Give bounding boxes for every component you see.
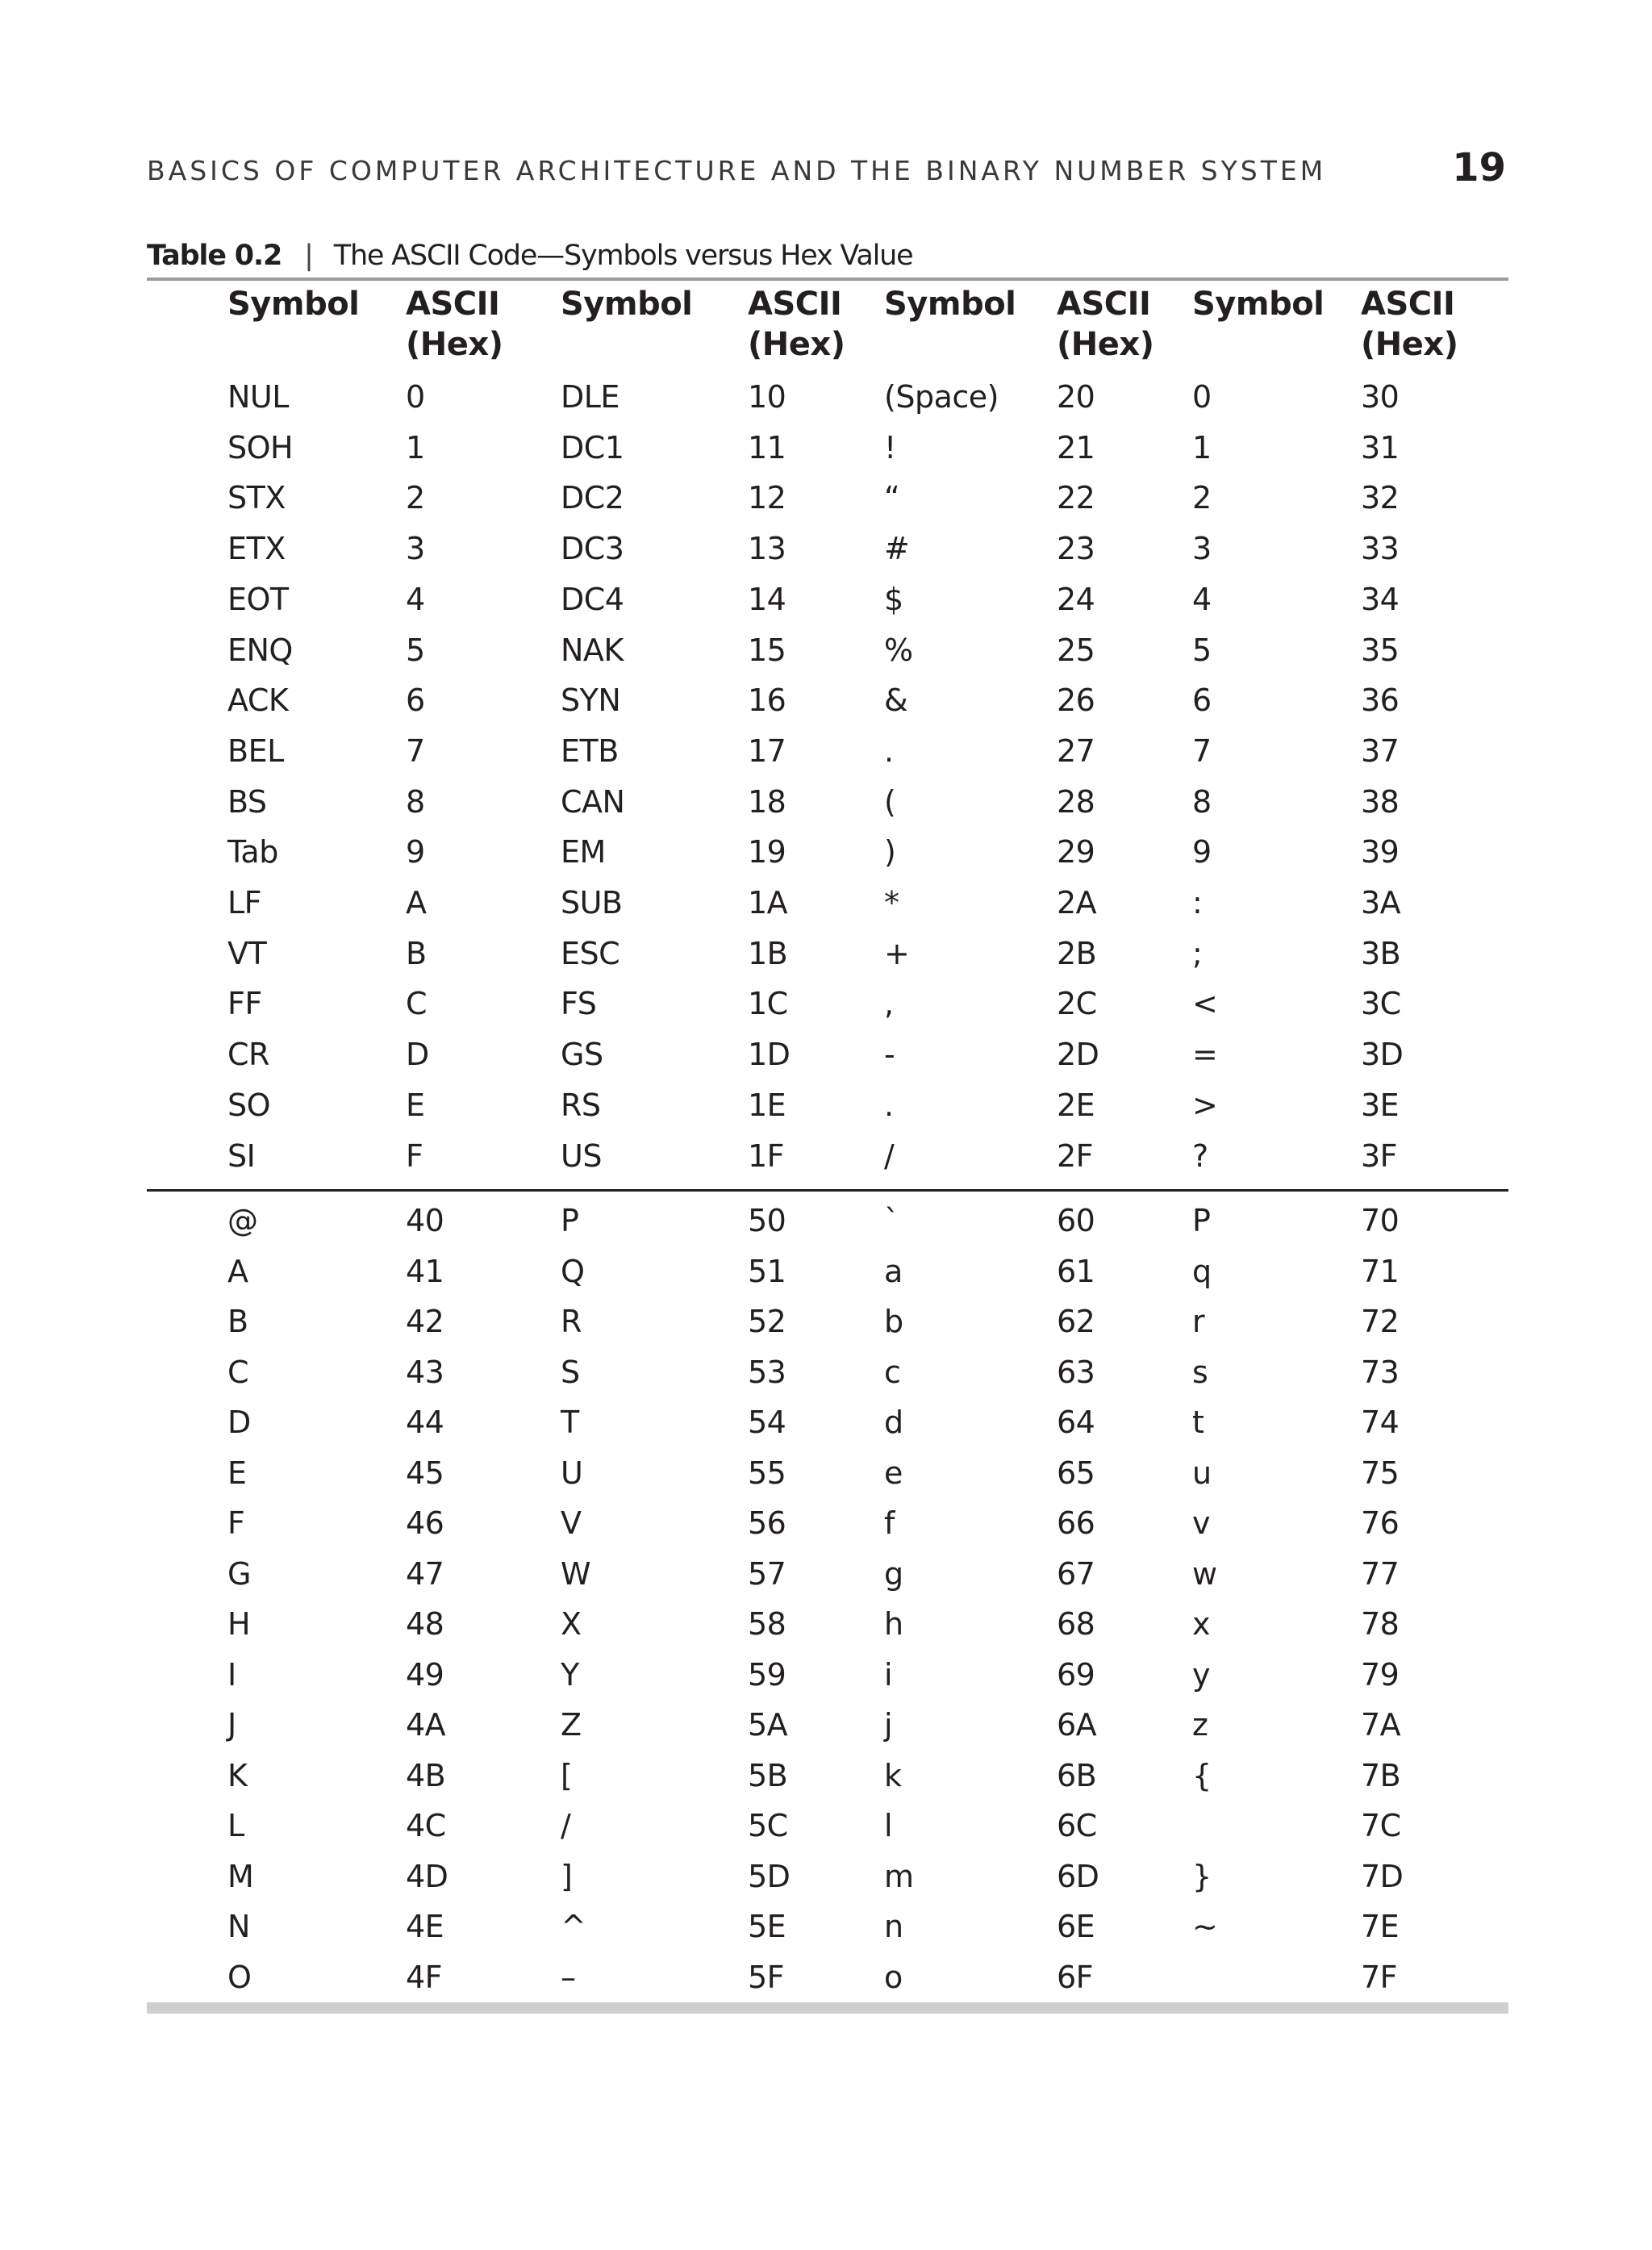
table-cell: 70 xyxy=(1361,1203,1400,1238)
table-cell: 29 xyxy=(1057,834,1095,870)
table-cell: 36 xyxy=(1361,683,1400,719)
table-cell: R xyxy=(561,1304,582,1339)
table-cell: 12 xyxy=(748,480,786,516)
table-cell: 39 xyxy=(1361,834,1400,870)
table-cell: Z xyxy=(561,1707,582,1743)
table-cell: F xyxy=(406,1138,423,1174)
table-cell: i xyxy=(884,1656,893,1693)
table-cell: P xyxy=(1192,1203,1211,1238)
table-cell: k xyxy=(884,1757,902,1793)
column-header-ascii-hex-4 xyxy=(1361,284,1458,365)
table-cell: ENQ xyxy=(227,632,293,668)
table-cell: q xyxy=(1192,1253,1212,1289)
table-cell: . xyxy=(884,1087,894,1123)
table-cell: W xyxy=(561,1555,591,1592)
table-cell: # xyxy=(884,531,910,567)
table-cell: w xyxy=(1192,1555,1217,1592)
table-cell: B xyxy=(227,1304,248,1339)
table-cell: 40 xyxy=(406,1203,444,1238)
table-cell: v xyxy=(1192,1505,1210,1541)
table-cell: 6 xyxy=(406,683,425,719)
table-cell: r xyxy=(1192,1304,1205,1339)
table-cell: 24 xyxy=(1057,581,1095,617)
table-cell: 9 xyxy=(406,834,425,870)
table-cell: C xyxy=(227,1354,249,1390)
table-cell: m xyxy=(884,1858,914,1894)
table-cell: 3B xyxy=(1361,935,1401,971)
table-cell: P xyxy=(561,1203,579,1238)
table-cell: % xyxy=(884,632,913,668)
table-cell: STX xyxy=(227,480,286,516)
table-cell: DC3 xyxy=(561,531,624,567)
table-cell: / xyxy=(561,1808,571,1843)
column-header-line1: ASCII xyxy=(748,286,842,323)
table-cell: K xyxy=(227,1757,248,1793)
table-cell: 77 xyxy=(1361,1555,1400,1592)
table-cell: 64 xyxy=(1057,1405,1095,1440)
table-cell: ACK xyxy=(227,683,289,719)
table-cell: 2A xyxy=(1057,885,1097,920)
column-header-line1: ASCII xyxy=(406,286,500,323)
table-cell: ( xyxy=(884,783,896,820)
table-cell: g xyxy=(884,1555,903,1592)
table-cell: U xyxy=(561,1455,583,1491)
table-cell: S xyxy=(561,1354,580,1390)
column-header-line2: (Hex) xyxy=(406,326,503,363)
table-cell: 3D xyxy=(1361,1037,1404,1073)
table-cell: z xyxy=(1192,1707,1208,1743)
table-cell: 54 xyxy=(748,1405,786,1440)
table-cell: x xyxy=(1192,1606,1210,1642)
table-cell: u xyxy=(1192,1455,1212,1491)
table-cell: < xyxy=(1192,986,1218,1022)
table-cell: 4E xyxy=(406,1909,444,1944)
table-cell: ESC xyxy=(561,935,620,971)
table-cell: 38 xyxy=(1361,783,1400,820)
table-cell: 26 xyxy=(1057,683,1095,719)
table-cell: ; xyxy=(1192,935,1203,971)
table-cell: 27 xyxy=(1057,733,1095,769)
table-cell: L xyxy=(227,1808,244,1843)
table-cell: I xyxy=(227,1656,236,1693)
table-cell: E xyxy=(227,1455,247,1491)
table-cell: 2B xyxy=(1057,935,1097,971)
column-header-line1: Symbol xyxy=(884,286,1016,323)
table-cell: . xyxy=(884,733,894,769)
table-cell: e xyxy=(884,1455,903,1491)
table-cell: 7F xyxy=(1361,1959,1398,1995)
column-header-line1: Symbol xyxy=(1192,286,1325,323)
table-cell: 3 xyxy=(406,531,425,567)
table-label: Table 0.2 xyxy=(147,240,282,272)
table-cell: ] xyxy=(561,1858,573,1894)
table-cell: 58 xyxy=(748,1606,786,1642)
table-cell: M xyxy=(227,1858,254,1894)
table-top-rule xyxy=(147,278,1508,281)
table-cell: 66 xyxy=(1057,1505,1095,1541)
table-cell: 18 xyxy=(748,783,786,820)
table-cell: 7 xyxy=(406,733,425,769)
table-cell: 25 xyxy=(1057,632,1095,668)
table-cell: SUB xyxy=(561,885,623,920)
table-cell: + xyxy=(884,935,910,971)
table-cell: n xyxy=(884,1909,903,1944)
table-cell: 5F xyxy=(748,1959,785,1995)
table-cell: 1E xyxy=(748,1087,786,1123)
table-cell: FF xyxy=(227,986,262,1022)
table-cell: 2 xyxy=(406,480,425,516)
table-cell: y xyxy=(1192,1656,1210,1693)
table-caption xyxy=(147,239,913,273)
table-cell: H xyxy=(227,1606,251,1642)
table-cell: 5B xyxy=(748,1757,788,1793)
table-cell: ) xyxy=(884,834,896,870)
table-cell: V xyxy=(561,1505,582,1541)
column-header-ascii-hex-2 xyxy=(748,284,845,365)
table-cell: 73 xyxy=(1361,1354,1400,1390)
table-cell: 7A xyxy=(1361,1707,1401,1743)
table-cell: SOH xyxy=(227,429,294,465)
table-cell: 4 xyxy=(1192,581,1212,617)
table-cell: CR xyxy=(227,1037,269,1073)
table-cell: @ xyxy=(227,1203,258,1238)
table-cell: SO xyxy=(227,1087,271,1123)
table-cell: 3 xyxy=(1192,531,1212,567)
table-cell: 4C xyxy=(406,1808,446,1843)
table-cell: DC1 xyxy=(561,429,624,465)
table-cell: } xyxy=(1192,1858,1212,1894)
table-cell: CAN xyxy=(561,783,625,820)
table-cell: (Space) xyxy=(884,379,999,415)
table-cell: 14 xyxy=(748,581,786,617)
table-title: The ASCII Code—Symbols versus Hex Value xyxy=(333,240,913,272)
table-cell: 46 xyxy=(406,1505,444,1541)
table-cell: BS xyxy=(227,783,267,820)
table-cell: 19 xyxy=(748,834,786,870)
table-cell: c xyxy=(884,1354,901,1390)
column-header-symbol-2 xyxy=(561,284,692,324)
table-cell: BEL xyxy=(227,733,284,769)
table-cell: b xyxy=(884,1304,903,1339)
table-cell: X xyxy=(561,1606,582,1642)
table-cell: 57 xyxy=(748,1555,786,1592)
table-cell: 4B xyxy=(406,1757,446,1793)
table-cell: 2F xyxy=(1057,1138,1094,1174)
table-cell: 6 xyxy=(1192,683,1212,719)
table-cell: US xyxy=(561,1138,602,1174)
table-cell: ^ xyxy=(561,1909,586,1944)
table-cell: F xyxy=(227,1505,245,1541)
table-cell: 37 xyxy=(1361,733,1400,769)
table-cell: 21 xyxy=(1057,429,1095,465)
table-cell: [ xyxy=(561,1757,573,1793)
table-cell: 5A xyxy=(748,1707,788,1743)
table-cell: B xyxy=(406,935,427,971)
table-cell: & xyxy=(884,683,908,719)
table-cell: 1 xyxy=(406,429,425,465)
table-cell: “ xyxy=(884,480,900,516)
table-cell: 79 xyxy=(1361,1656,1400,1693)
column-header-ascii-hex-1 xyxy=(406,284,503,365)
column-header-line1: Symbol xyxy=(227,286,360,323)
table-cell: 34 xyxy=(1361,581,1400,617)
table-cell: A xyxy=(406,885,427,920)
table-cell: 5 xyxy=(406,632,425,668)
table-cell: 11 xyxy=(748,429,786,465)
table-cell: 8 xyxy=(406,783,425,820)
table-cell: 55 xyxy=(748,1455,786,1491)
running-head: BASICS OF COMPUTER ARCHITECTURE AND THE BINARY NUMBER SYSTEM xyxy=(147,155,1327,186)
table-cell: 48 xyxy=(406,1606,444,1642)
table-cell: 63 xyxy=(1057,1354,1095,1390)
table-cell: 28 xyxy=(1057,783,1095,820)
column-header-line2: (Hex) xyxy=(1057,326,1154,363)
table-cell: 3A xyxy=(1361,885,1401,920)
table-cell: 33 xyxy=(1361,531,1400,567)
table-cell: 53 xyxy=(748,1354,786,1390)
column-header-line1: ASCII xyxy=(1057,286,1151,323)
table-cell: 2E xyxy=(1057,1087,1095,1123)
table-cell: h xyxy=(884,1606,903,1642)
table-cell: J xyxy=(227,1707,236,1743)
table-cell: , xyxy=(884,986,894,1022)
table-cell: 32 xyxy=(1361,480,1400,516)
table-cell: 75 xyxy=(1361,1455,1400,1491)
table-cell: ~ xyxy=(1192,1909,1218,1944)
table-cell: VT xyxy=(227,935,267,971)
table-cell: 6F xyxy=(1057,1959,1094,1995)
table-cell: 13 xyxy=(748,531,786,567)
table-cell: ETB xyxy=(561,733,619,769)
table-cell: FS xyxy=(561,986,597,1022)
table-cell: 49 xyxy=(406,1656,444,1693)
table-cell: 10 xyxy=(748,379,786,415)
table-cell: $ xyxy=(884,581,903,617)
table-cell: 1C xyxy=(748,986,788,1022)
table-cell: 6D xyxy=(1057,1858,1099,1894)
table-cell: ETX xyxy=(227,531,286,567)
table-cell: 4F xyxy=(406,1959,443,1995)
table-cell: NAK xyxy=(561,632,624,668)
table-cell: l xyxy=(884,1808,893,1843)
table-cell: = xyxy=(1192,1037,1218,1073)
table-cell: s xyxy=(1192,1354,1208,1390)
table-cell: 78 xyxy=(1361,1606,1400,1642)
table-cell: * xyxy=(884,885,899,920)
table-cell: 71 xyxy=(1361,1253,1400,1289)
table-cell: 4 xyxy=(406,581,425,617)
table-cell: 30 xyxy=(1361,379,1400,415)
table-cell: 0 xyxy=(1192,379,1212,415)
table-cell: a xyxy=(884,1253,903,1289)
column-header-line1: Symbol xyxy=(561,286,693,323)
table-cell: SYN xyxy=(561,683,621,719)
table-cell: 9 xyxy=(1192,834,1212,870)
table-cell: 50 xyxy=(748,1203,786,1238)
table-cell: 7D xyxy=(1361,1858,1404,1894)
table-cell: 6B xyxy=(1057,1757,1097,1793)
table-cell: 42 xyxy=(406,1304,444,1339)
table-cell: 6C xyxy=(1057,1808,1097,1843)
table-cell: D xyxy=(406,1037,429,1073)
table-cell: t xyxy=(1192,1405,1204,1440)
column-header-symbol-4 xyxy=(1192,284,1324,324)
table-cell: ` xyxy=(884,1203,899,1238)
table-cell: 74 xyxy=(1361,1405,1400,1440)
table-cell: 2C xyxy=(1057,986,1097,1022)
table-cell: 5E xyxy=(748,1909,786,1944)
table-cell: 7B xyxy=(1361,1757,1401,1793)
table-cell: 3F xyxy=(1361,1138,1398,1174)
table-bottom-rule xyxy=(147,2002,1508,2014)
table-cell: 22 xyxy=(1057,480,1095,516)
table-cell: T xyxy=(561,1405,579,1440)
table-cell: Y xyxy=(561,1656,579,1693)
table-cell: DC4 xyxy=(561,581,624,617)
table-cell: 20 xyxy=(1057,379,1095,415)
table-cell: 8 xyxy=(1192,783,1212,820)
table-cell: LF xyxy=(227,885,262,920)
table-cell: 31 xyxy=(1361,429,1400,465)
table-cell: Tab xyxy=(227,834,278,870)
table-cell: 17 xyxy=(748,733,786,769)
table-cell: 5 xyxy=(1192,632,1212,668)
table-cell: 1F xyxy=(748,1138,785,1174)
table-cell: 69 xyxy=(1057,1656,1095,1693)
table-cell: 15 xyxy=(748,632,786,668)
table-cell: 47 xyxy=(406,1555,444,1592)
table-cell: 3C xyxy=(1361,986,1401,1022)
column-header-line2: (Hex) xyxy=(1361,326,1458,363)
table-cell: ! xyxy=(884,429,896,465)
column-header-symbol-1 xyxy=(227,284,359,324)
table-cell: : xyxy=(1192,885,1203,920)
table-cell: 44 xyxy=(406,1405,444,1440)
table-cell: – xyxy=(561,1959,576,1995)
table-cell: 68 xyxy=(1057,1606,1095,1642)
column-header-line1: ASCII xyxy=(1361,286,1455,323)
table-cell: f xyxy=(884,1505,895,1541)
table-cell: 6A xyxy=(1057,1707,1097,1743)
table-cell: 2 xyxy=(1192,480,1212,516)
table-cell: 2D xyxy=(1057,1037,1099,1073)
table-cell: G xyxy=(227,1555,251,1592)
caption-separator: | xyxy=(304,240,313,272)
table-cell: 7C xyxy=(1361,1808,1401,1843)
table-cell: 3E xyxy=(1361,1087,1400,1123)
table-cell: EOT xyxy=(227,581,289,617)
table-cell: 65 xyxy=(1057,1455,1095,1491)
table-cell: 72 xyxy=(1361,1304,1400,1339)
table-cell: C xyxy=(406,986,428,1022)
table-cell: 45 xyxy=(406,1455,444,1491)
table-cell: 67 xyxy=(1057,1555,1095,1592)
table-cell: 7E xyxy=(1361,1909,1400,1944)
table-cell: O xyxy=(227,1959,252,1995)
table-cell: 1A xyxy=(748,885,788,920)
table-cell: 7 xyxy=(1192,733,1212,769)
table-cell: Q xyxy=(561,1253,585,1289)
table-cell: 0 xyxy=(406,379,425,415)
table-cell: 1D xyxy=(748,1037,791,1073)
table-cell: 5D xyxy=(748,1858,791,1894)
table-cell: 52 xyxy=(748,1304,786,1339)
table-cell: RS xyxy=(561,1087,601,1123)
table-cell: 62 xyxy=(1057,1304,1095,1339)
table-cell: j xyxy=(884,1707,893,1743)
table-cell: 1B xyxy=(748,935,788,971)
table-cell: > xyxy=(1192,1087,1218,1123)
table-cell: 41 xyxy=(406,1253,444,1289)
column-header-line2: (Hex) xyxy=(748,326,845,363)
table-cell: 5C xyxy=(748,1808,788,1843)
table-cell: 43 xyxy=(406,1354,444,1390)
column-header-symbol-3 xyxy=(884,284,1016,324)
page-number: 19 xyxy=(1452,145,1506,190)
table-cell: E xyxy=(406,1087,425,1123)
table-cell: DLE xyxy=(561,379,620,415)
table-cell: 59 xyxy=(748,1656,786,1693)
table-cell: 51 xyxy=(748,1253,786,1289)
table-cell: - xyxy=(884,1037,895,1073)
table-cell: ? xyxy=(1192,1138,1208,1174)
table-cell: o xyxy=(884,1959,903,1995)
table-cell: SI xyxy=(227,1138,256,1174)
table-cell: EM xyxy=(561,834,606,870)
table-cell: 61 xyxy=(1057,1253,1095,1289)
table-cell: / xyxy=(884,1138,895,1174)
table-cell: 4A xyxy=(406,1707,446,1743)
table-cell: 16 xyxy=(748,683,786,719)
table-cell: 1 xyxy=(1192,429,1212,465)
table-cell: A xyxy=(227,1253,248,1289)
table-cell: 4D xyxy=(406,1858,448,1894)
table-cell: GS xyxy=(561,1037,603,1073)
table-cell: NUL xyxy=(227,379,289,415)
table-cell: 6E xyxy=(1057,1909,1095,1944)
table-cell: 76 xyxy=(1361,1505,1400,1541)
table-section-divider xyxy=(147,1189,1508,1192)
column-header-ascii-hex-3 xyxy=(1057,284,1153,365)
table-cell: D xyxy=(227,1405,251,1440)
table-cell: 60 xyxy=(1057,1203,1095,1238)
table-cell: N xyxy=(227,1909,250,1944)
table-cell: 35 xyxy=(1361,632,1400,668)
table-cell: DC2 xyxy=(561,480,624,516)
table-cell: 56 xyxy=(748,1505,786,1541)
table-cell: 23 xyxy=(1057,531,1095,567)
table-cell: { xyxy=(1192,1757,1212,1793)
table-cell: d xyxy=(884,1405,903,1440)
